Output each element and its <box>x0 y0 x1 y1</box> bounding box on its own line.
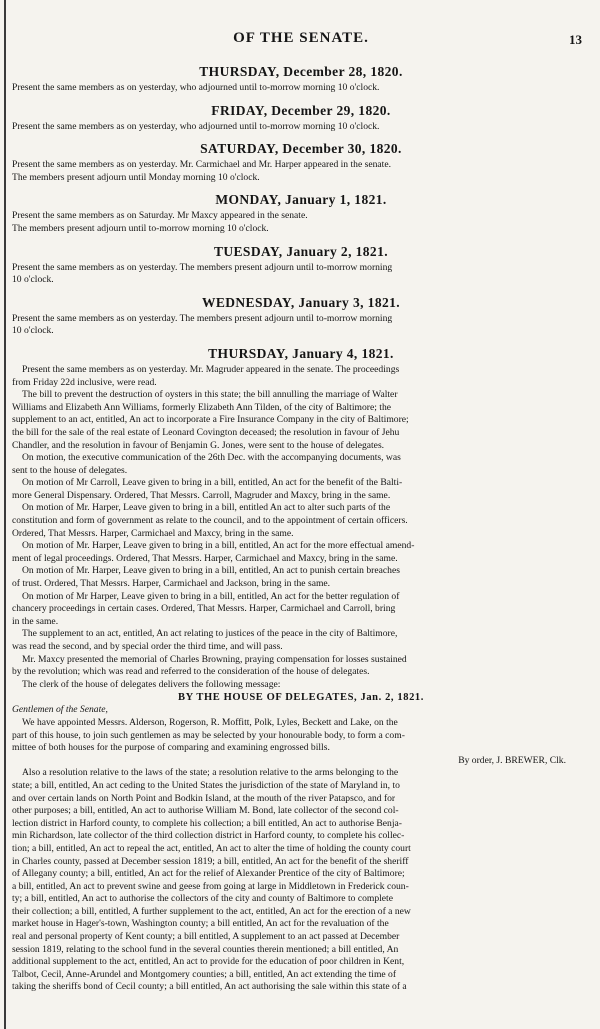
message-signature: By order, J. BREWER, Clk. <box>458 754 566 766</box>
text-line: was read the second, and by special order the third time, and will pass. <box>12 641 283 652</box>
bills-list-text <box>12 767 590 994</box>
page-number: 13 <box>569 32 582 47</box>
text-line: The supplement to an act, entitled, An act relating to justices of the peace in the city of Baltimore, <box>22 628 398 640</box>
day-heading: WEDNESDAY, January 3, 1821. <box>201 294 401 310</box>
text-line: mittee of both houses for the purpose of comparing and examining engrossed bills. <box>12 742 330 754</box>
text-line: On motion of Mr. Harper, Leave given to bring in a bill, entitled, An act to punish certain breaches <box>22 565 400 577</box>
text-line: 10 o'clock. <box>12 325 54 337</box>
text-line: The members present adjourn until to-morrow morning 10 o'clock. <box>12 222 269 234</box>
text-line: On motion of Mr Carroll, Leave given to bring in a bill, entitled, An act for the benefit of the Balti- <box>22 477 403 489</box>
text-line: of trust. Ordered, That Messrs. Harper, Carmichael and Jackson, bring in the same. <box>12 578 331 590</box>
day-entry <box>12 103 590 134</box>
text-line: from Friday 22d inclusive, were read. <box>12 376 157 388</box>
text-line: On motion of Mr Harper, Leave given to bring in a bill, entitled, An act for the better regulation of <box>22 590 400 602</box>
day-heading: TUESDAY, January 2, 1821. <box>213 243 389 259</box>
text-line: Present the same members as on yesterday. Mr. Magruder appeared in the senate. The proceedings <box>22 363 400 375</box>
text-line: ty; a bill, entitled, An act to authorise the collectors of the city and county of Baltimore to complete <box>12 893 393 905</box>
text-line: real and personal property of Kent county; a bill entitled, A supplement to an act passed at December <box>12 931 400 943</box>
text-line: Also a resolution relative to the laws of the state; a resolution relative to the arms belonging to the <box>22 767 399 779</box>
text-line: Mr. Maxcy presented the memorial of Charles Browning, praying compensation for losses sustained <box>22 653 407 665</box>
text-line: min Richardson, late collector of the third collection district in Harford county, to complete his collec- <box>12 830 405 842</box>
text-line: taking the sheriffs bond of Cecil county; a bill entitled, An act authorising the sale within this state of a <box>12 981 407 993</box>
text-line: lection district in Harford county, to complete his collection; a bill entitled, An act to authorise Benja- <box>12 817 402 829</box>
running-head <box>12 0 590 56</box>
page-binding-edge <box>4 0 6 1029</box>
text-line: other purposes; a bill, entitled, An act to authorise William M. Bond, late collector of the second col- <box>12 805 399 817</box>
text-line: part of this house, to join such gentlemen as may be selected by your honourable body, to form a com- <box>12 729 405 741</box>
day-heading: MONDAY, January 1, 1821. <box>215 192 387 208</box>
text-line: a bill, entitled, An act to prevent swine and geese from going at large in Middletown in Frederick coun- <box>12 880 409 892</box>
text-line: ment of legal proceedings. Ordered, That Messrs. Harper, Carmichael and Maxcy, bring in the same. <box>12 552 398 564</box>
running-title: OF THE SENATE. <box>233 30 369 46</box>
day-heading: SATURDAY, December 30, 1820. <box>200 141 402 157</box>
text-line: constitution and form of government as relate to the council, and to the appointment of certain officers. <box>12 515 408 527</box>
day-entry <box>12 244 590 287</box>
text-line: Present the same members as on yesterday. The members present adjourn until to-morrow morning <box>12 261 393 273</box>
text-line: The bill to prevent the destruction of oysters in this state; the bill annulling the marriage of Walter <box>22 389 398 401</box>
senate-journal-page <box>12 0 590 994</box>
text-line: Present the same members as on yesterday, who adjourned until to-morrow morning 10 o'clock. <box>12 82 380 93</box>
text-line: We have appointed Messrs. Alderson, Rogerson, R. Moffitt, Polk, Lyles, Beckett and Lake, on the <box>22 716 398 728</box>
daily-entries <box>12 64 590 338</box>
text-line: sent to the house of delegates. <box>12 464 128 476</box>
day-entry <box>12 141 590 184</box>
text-line: in Charles county, passed at December session 1819; a bill, entitled, An act for the benefit of the sheriff <box>12 855 409 867</box>
text-line: supplement to an act, entitled, An act to incorporate a Fire Insurance Company in the city of Baltimore; <box>12 414 409 426</box>
proceedings-text <box>12 364 590 691</box>
day-heading: THURSDAY, December 28, 1820. <box>199 64 403 79</box>
text-line: On motion, the executive communication of the 26th Dec. with the accompanying documents, was <box>22 452 401 464</box>
day-entry <box>12 64 590 95</box>
text-line: chancery proceedings in certain cases. Ordered, That Messrs. Harper, Carmichael and Carroll, bring <box>12 603 396 615</box>
day-entry <box>12 295 590 338</box>
text-line: 10 o'clock. <box>12 274 54 286</box>
text-line: Present the same members as on Saturday. Mr Maxcy appeared in the senate. <box>12 210 308 222</box>
text-line: On motion of Mr. Harper, Leave given to bring in a bill, entitled, An act for the more effectual amend- <box>22 540 415 552</box>
text-line: in the same. <box>12 615 59 627</box>
text-line: by the revolution; which was read and referred to the consideration of the house of delegates. <box>12 666 370 678</box>
text-line: the bill for the sale of the real estate of Leonard Covington deceased; the resolution in favour of Jehu <box>12 426 400 438</box>
text-line: additional supplement to the act, entitled, An act to provide for the education of poor children in Kent, <box>12 956 405 968</box>
text-line: of Allegany county; a bill, entitled, An act for the relief of Alexander Prentice of the city of Baltimore; <box>12 868 405 880</box>
text-line: session 1819, relating to the school fund in the several counties therein mentioned; a bill entitled, An <box>12 943 399 955</box>
thursday-jan-4-entry <box>12 346 590 994</box>
text-line: Present the same members as on yesterday, who adjourned until to-morrow morning 10 o'clock. <box>12 120 380 132</box>
text-line: market house in Hager's-town, Washington county; a bill entitled, An act for the revaluation of the <box>12 918 389 930</box>
text-line: The members present adjourn until Monday morning 10 o'clock. <box>12 171 260 183</box>
message-salutation: Gentlemen of the Senate, <box>12 704 108 716</box>
message-heading: BY THE HOUSE OF DELEGATES, Jan. 2, 1821. <box>177 692 424 704</box>
text-line: state; a bill, entitled, An act ceding to the United States the jurisdiction of the state of Maryland in, to <box>12 779 400 791</box>
text-line: Ordered, That Messrs. Harper, Carmichael and Maxcy, bring in the same. <box>12 527 294 539</box>
day-entry <box>12 192 590 235</box>
text-line: tion; a bill, entitled, An act to repeal the act, entitled, An act to alter the time of holding the county court <box>12 842 411 854</box>
text-line: On motion of Mr. Harper, Leave given to bring in a bill, entitled An act to alter such parts of the <box>22 502 391 514</box>
text-line: Williams and Elizabeth Ann Williams, formerly Elizabeth Ann Tilden, of the city of Baltimore; the <box>12 401 391 413</box>
day-heading: THURSDAY, January 4, 1821. <box>208 345 394 361</box>
text-line: Present the same members as on yesterday. Mr. Carmichael and Mr. Harper appeared in the senate. <box>12 159 391 171</box>
text-line: and over certain lands on North Point and Bodkin Island, at the mouth of the river Patapsco, and for <box>12 792 396 804</box>
text-line: their collection; a bill, entitled, A further supplement to the act, entitled, An act for the erection of a new <box>12 905 411 917</box>
text-line: Talbot, Cecil, Anne-Arundel and Montgomery counties; a bill, entitled, An act extending the time of <box>12 968 397 980</box>
text-line: Chandler, and the resolution in favour of Benjamin G. Jones, were sent to the house of delegates. <box>12 439 385 451</box>
text-line: more General Dispensary. Ordered, That Messrs. Carroll, Magruder and Maxcy, bring in the same. <box>12 489 391 501</box>
text-line: The clerk of the house of delegates delivers the following message: <box>22 678 281 690</box>
message-body <box>12 717 590 755</box>
day-heading: FRIDAY, December 29, 1820. <box>211 102 391 118</box>
text-line: Present the same members as on yesterday. The members present adjourn until to-morrow morning <box>12 312 393 324</box>
